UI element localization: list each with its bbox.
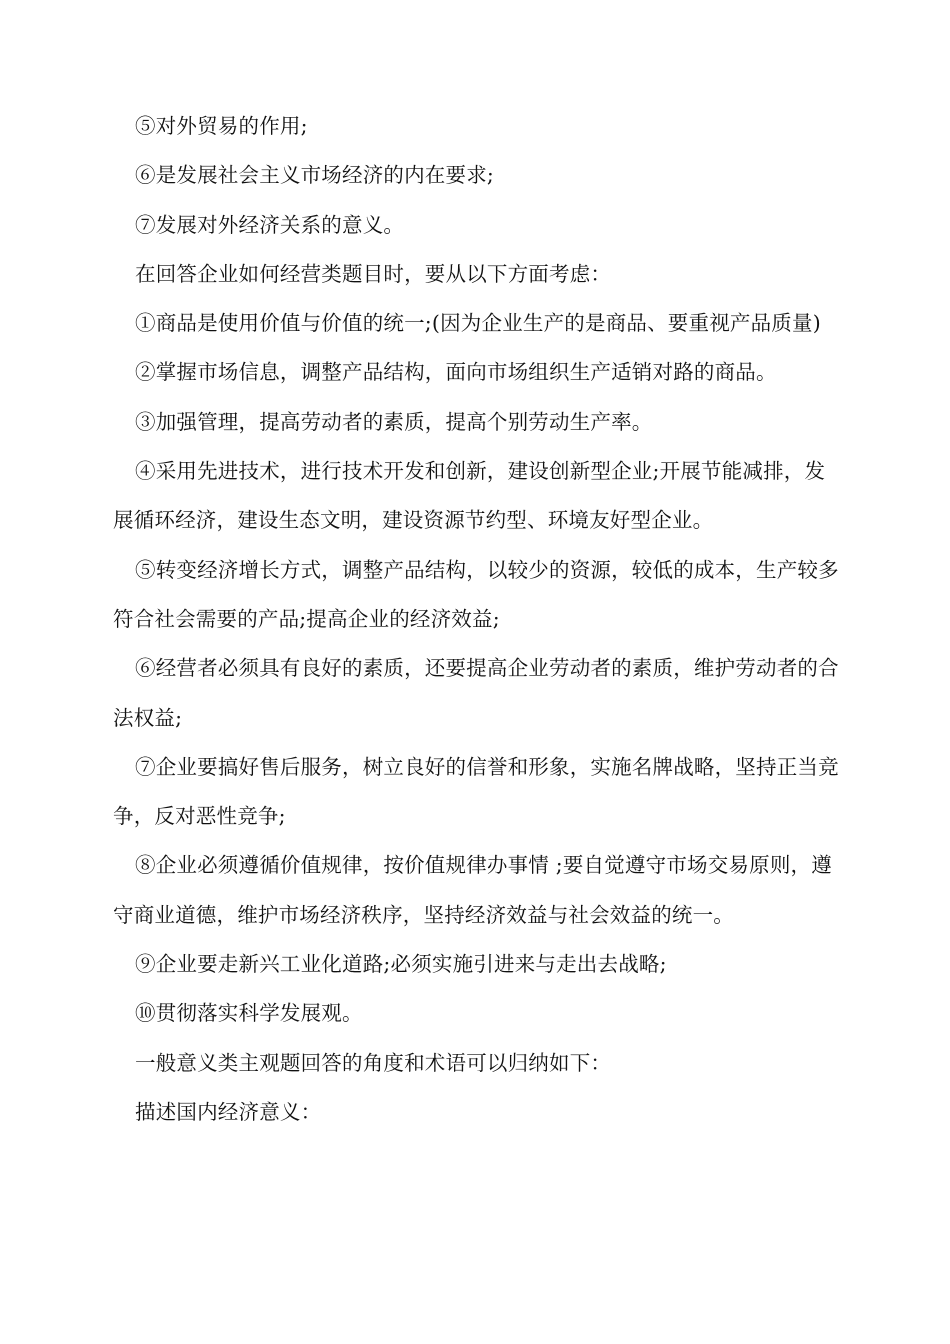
paragraph-item-8: ⑧企业必须遵循价值规律，按价值规律办事情 ;要自觉遵守市场交易原则，遵守商业道德，维护市场经济秩序，坚持经济效益与社会效益的统一。	[113, 853, 832, 927]
paragraph-item-4: ④采用先进技术，进行技术开发和创新，建设创新型企业;开展节能减排，发展循环经济，建设生态文明，建设资源节约型、环境友好型企业。	[113, 459, 826, 533]
paragraph-general-significance-intro: 一般意义类主观题回答的角度和术语可以归纳如下：	[135, 1050, 612, 1075]
document-body	[113, 102, 843, 1137]
paragraph-foreign-economic-relations: ⑦发展对外经济关系的意义。	[135, 212, 405, 237]
paragraph-item-7: ⑦企业要搞好售后服务，树立良好的信誉和形象，实施名牌战略，坚持正当竞争，反对恶性竞争;	[113, 754, 839, 829]
paragraph-item-9: ⑨企业要走新兴工业化道路;必须实施引进来与走出去战略;	[135, 952, 667, 977]
paragraph-item-6: ⑥经营者必须具有良好的素质，还要提高企业劳动者的素质，维护劳动者的合法权益;	[113, 656, 839, 730]
paragraph-domestic-economic-significance: 描述国内经济意义：	[135, 1099, 322, 1124]
paragraph-item-5: ⑤转变经济增长方式，调整产品结构，以较少的资源，较低的成本，生产较多符合社会需要的产品;提高企业的经济效益;	[113, 557, 839, 631]
paragraph-item-3: ③加强管理，提高劳动者的素质，提高个别劳动生产率。	[135, 409, 653, 434]
paragraph-item-2: ②掌握市场信息，调整产品结构，面向市场组织生产适销对路的商品。	[135, 360, 777, 385]
paragraph-market-economy-requirement: ⑥是发展社会主义市场经济的内在要求;	[135, 163, 495, 188]
paragraph-enterprise-intro: 在回答企业如何经营类题目时，要从以下方面考虑：	[135, 261, 612, 286]
paragraph-item-10: ⑩贯彻落实科学发展观。	[135, 1001, 363, 1026]
paragraph-foreign-trade-role: ⑤对外贸易的作用;	[135, 114, 308, 138]
paragraph-item-1: ①商品是使用价值与价值的统一;(因为企业生产的是商品、要重视产品质量)	[135, 311, 821, 336]
